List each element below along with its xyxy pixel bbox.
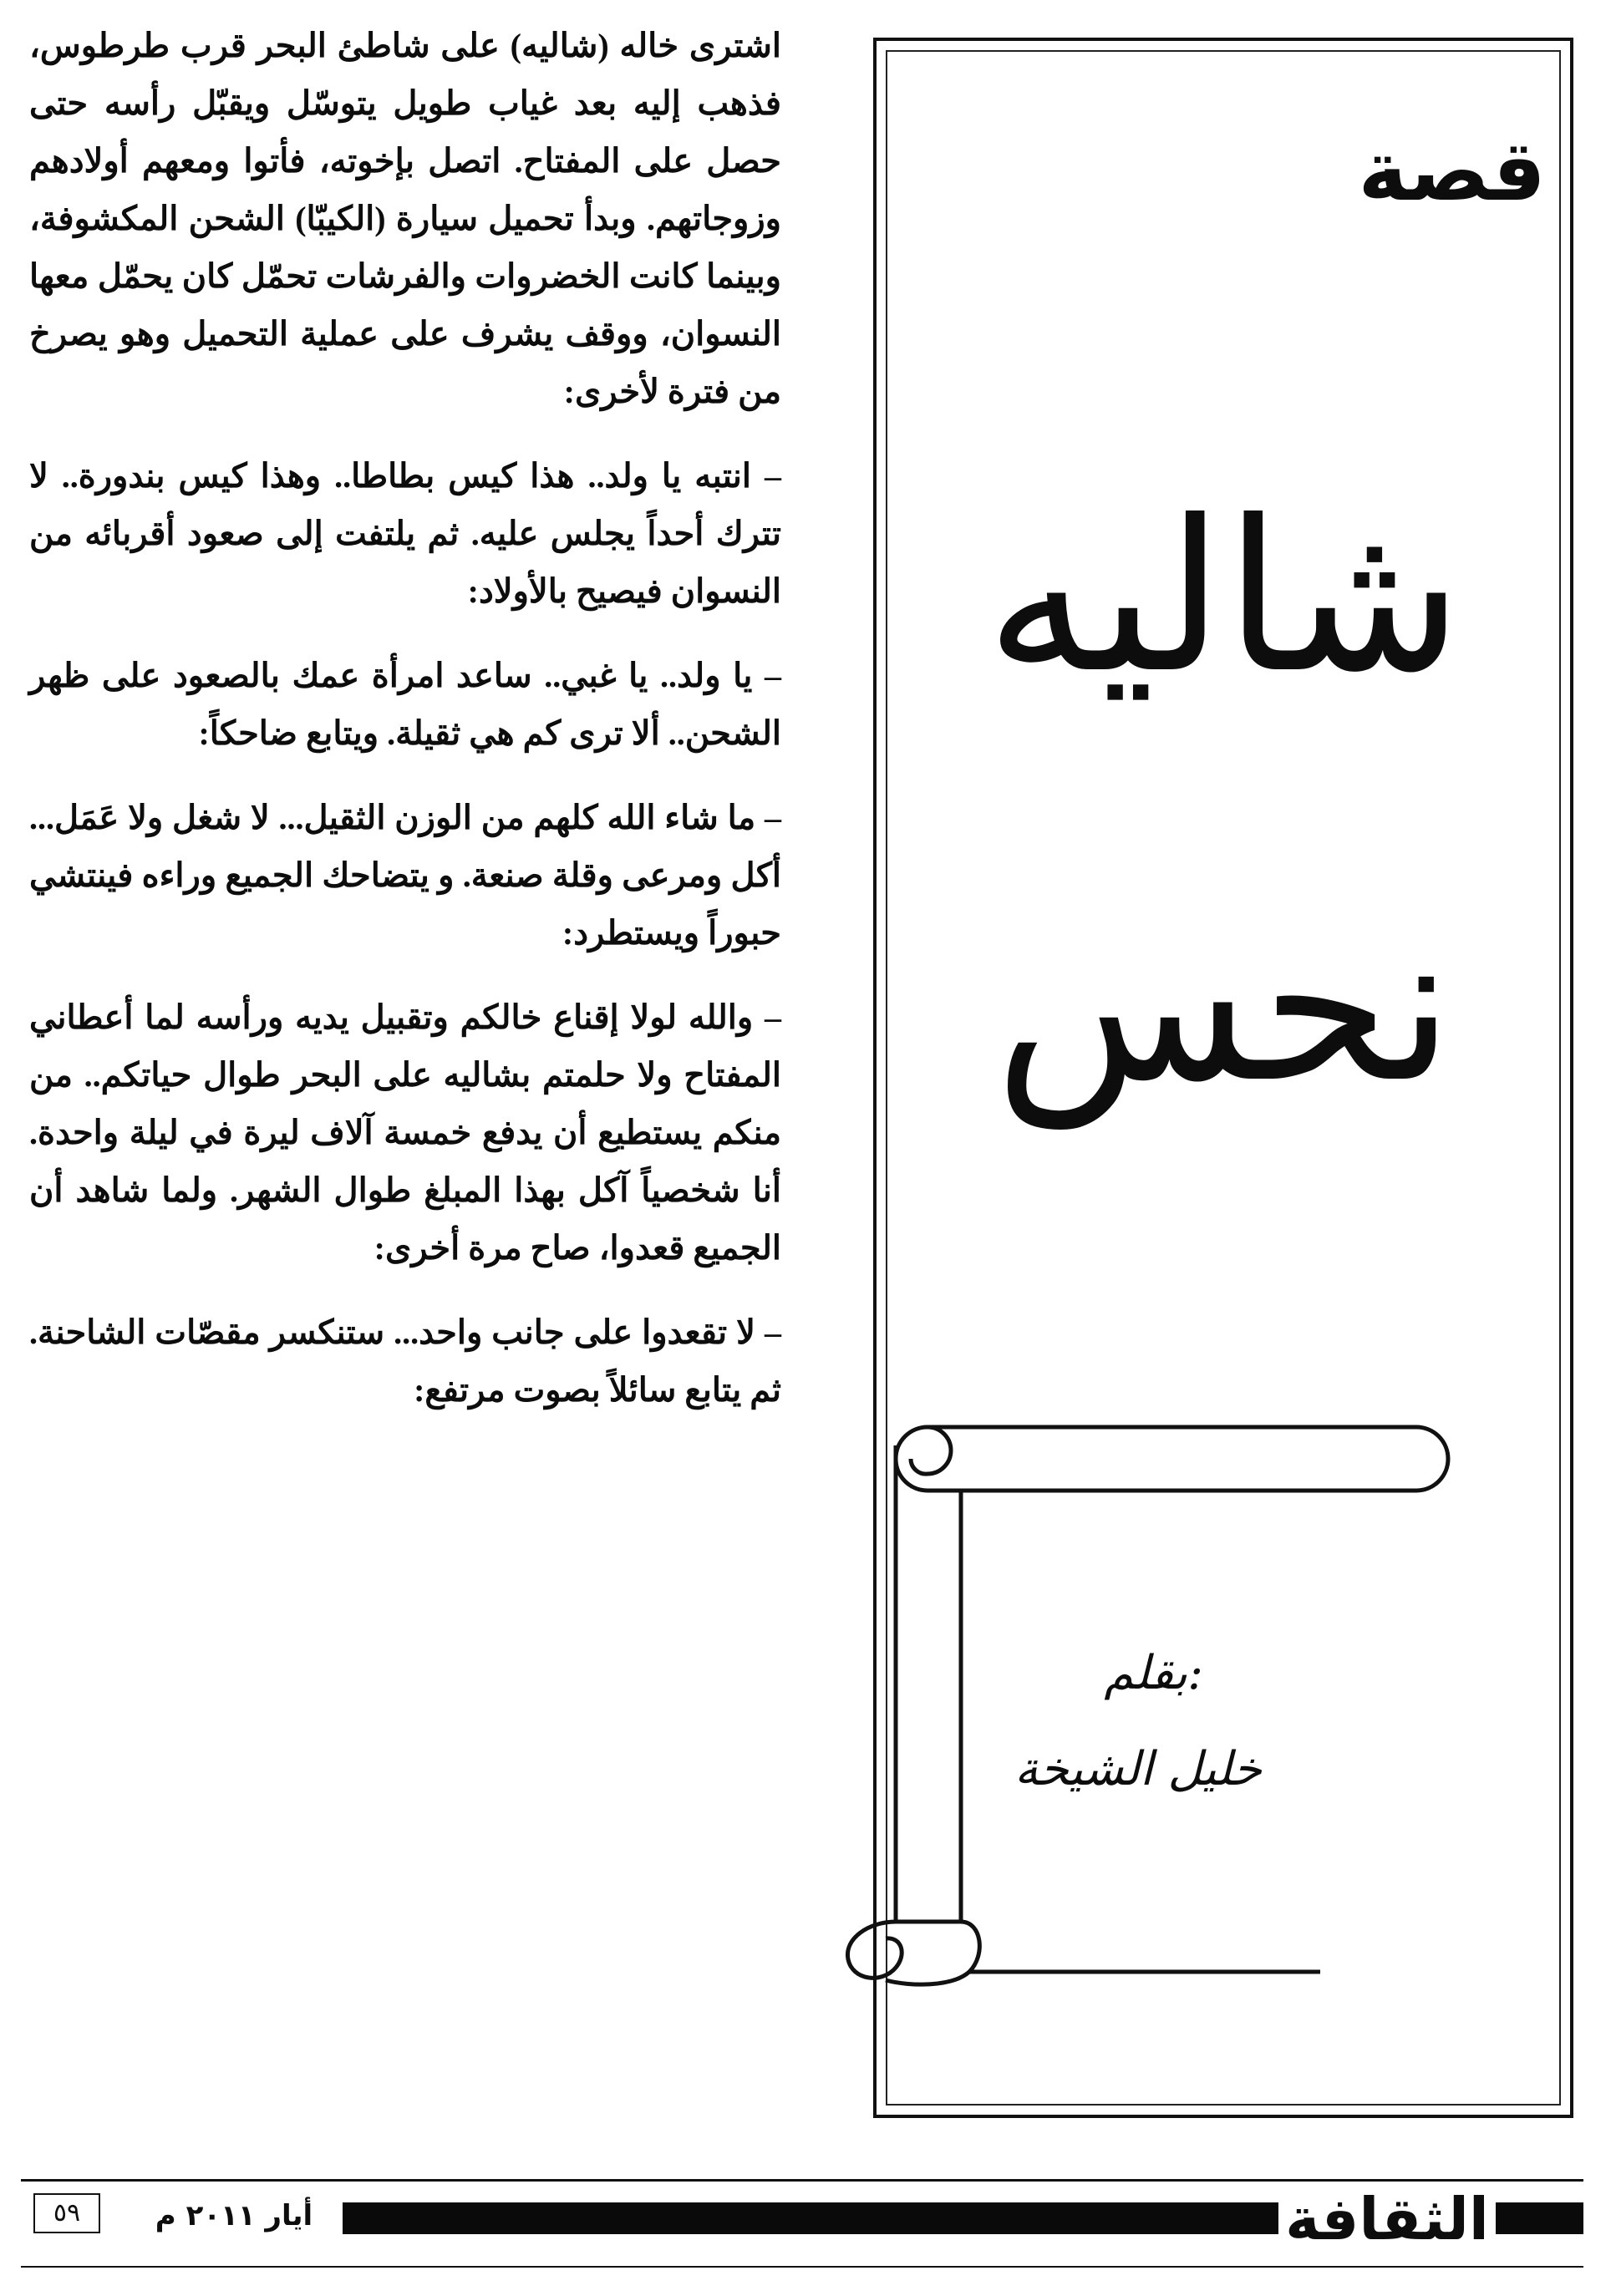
page-number: ٥٩: [33, 2193, 100, 2233]
story-text: [29, 17, 781, 1445]
story-title-line-2: نحس: [994, 885, 1454, 1128]
footer-decorative-bar: [343, 2202, 1278, 2234]
byline-label: بقلم:: [1104, 1646, 1203, 1700]
story-paragraph: – والله لولا إقناع خالكم وتقبيل يديه ورأسه لما أعطاني المفتاح ولا حلمتم بشاليه على البحر طوال حياتكم.. من منكم يستطيع أن يدفع خمسة آلاف ليرة في ليلة واحدة. أنا شخصياً آكل بهذا المبلغ طوال الشهر. ولما شاهد أن الجميع قعدوا، صاح مرة أخرى:: [29, 998, 782, 1267]
scroll-top-bar: [896, 1427, 1448, 1491]
story-paragraph: – لا تقعدوا على جانب واحد... ستنكسر مقصّات الشاحنة. ثم يتابع سائلاً بصوت مرتفع:: [29, 1313, 781, 1409]
issue-date: أيار ٢٠١١ م: [155, 2199, 313, 2233]
scroll-top-curl: [911, 1427, 951, 1474]
story-paragraph: – يا ولد.. يا غبي.. ساعد امرأة عمك بالصعود على ظهر الشحن.. ألا ترى كم هي ثقيلة. ويتابع ضاحكاً:: [29, 657, 781, 752]
author-name: خليل الشيخة: [1014, 1742, 1262, 1796]
footer-rule-bottom: [21, 2266, 1583, 2268]
footer-decorative-bar-end: [1496, 2202, 1583, 2234]
magazine-logo: الثقافة: [1285, 2185, 1489, 2253]
story-paragraph: اشترى خاله (شاليه) على شاطئ البحر قرب طرطوس، فذهب إليه بعد غياب طويل يتوسّل ويقبّل رأسه حتى حصل على المفتاح. اتصل بإخوته، فأتوا ومعهم أولادهم وزوجاتهم. وبدأ تحميل سيارة (الكيبّا) الشحن المكشوفة، وبينما كانت الخضروات والفرشات تحمّل كان يحمّل معها النسوان، ووقف يشرف على عملية التحميل وهو يصرخ من فترة لأخرى:: [29, 27, 781, 410]
story-paragraph: – انتبه يا ولد.. هذا كيس بطاطا.. وهذا كيس بندورة.. لا تترك أحداً يجلس عليه. ثم يلتفت إلى صعود أقربائه من النسوان فيصيح بالأولاد:: [29, 457, 781, 610]
scroll-bottom-curl: [847, 1922, 979, 1984]
story-paragraph: – ما شاء الله كلهم من الوزن الثقيل... لا شغل ولا عَمَل... أكل ومرعى وقلة صنعة. و يتضاحك الجميع وراءه فينتشي حبوراً ويستطرد:: [29, 799, 781, 952]
story-title-line-1: شاليه: [985, 475, 1463, 719]
story-kind-label: قصة: [1358, 122, 1546, 220]
